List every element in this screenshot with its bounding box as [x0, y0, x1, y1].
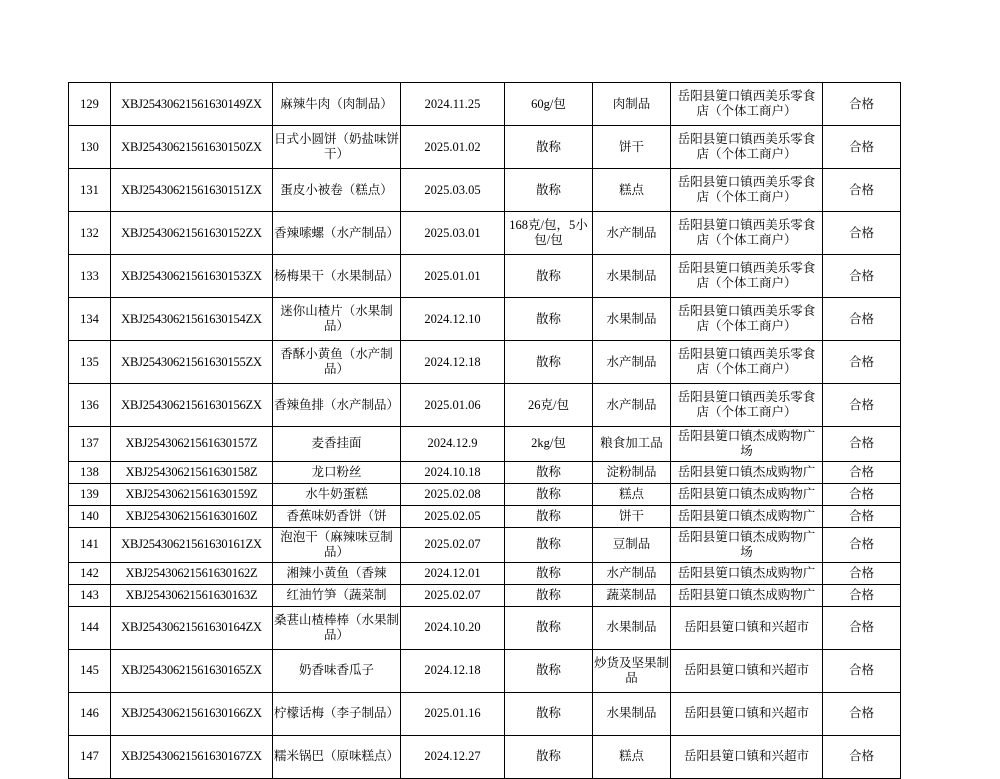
- cell-sample-code: XBJ25430621561630163Z: [111, 584, 273, 606]
- cell-production-date: 2024.12.10: [401, 298, 505, 341]
- cell-food-category: 粮食加工品: [593, 427, 671, 462]
- cell-sampled-unit: 岳阳县筻口镇和兴超市: [671, 692, 823, 735]
- table-row: [69, 692, 901, 735]
- cell-serial-number: 136: [69, 384, 111, 427]
- cell-specification: 散称: [505, 126, 593, 169]
- cell-food-category: 水产制品: [593, 384, 671, 427]
- cell-sampled-unit: 岳阳县筻口镇杰成购物广场: [671, 527, 823, 562]
- cell-sample-name: 杨梅果干（水果制品）: [273, 255, 401, 298]
- cell-specification: 26克/包: [505, 384, 593, 427]
- cell-food-category: 蔬菜制品: [593, 584, 671, 606]
- cell-sample-code: XBJ25430621561630151ZX: [111, 169, 273, 212]
- cell-specification: 散称: [505, 483, 593, 505]
- table-body: [69, 83, 901, 779]
- cell-food-category: 糕点: [593, 735, 671, 778]
- cell-sample-name: 湘辣小黄鱼（香辣: [273, 562, 401, 584]
- cell-production-date: 2025.02.08: [401, 483, 505, 505]
- cell-sample-code: XBJ25430621561630149ZX: [111, 83, 273, 126]
- cell-sample-code: XBJ25430621561630166ZX: [111, 692, 273, 735]
- cell-specification: 散称: [505, 562, 593, 584]
- cell-food-category: 淀粉制品: [593, 461, 671, 483]
- cell-serial-number: 134: [69, 298, 111, 341]
- cell-sample-name: 迷你山楂片（水果制品）: [273, 298, 401, 341]
- cell-inspection-result: 合格: [823, 483, 901, 505]
- cell-production-date: 2025.01.02: [401, 126, 505, 169]
- cell-food-category: 水果制品: [593, 298, 671, 341]
- cell-production-date: 2025.03.05: [401, 169, 505, 212]
- cell-serial-number: 139: [69, 483, 111, 505]
- cell-inspection-result: 合格: [823, 692, 901, 735]
- cell-sample-name: 龙口粉丝: [273, 461, 401, 483]
- cell-sample-name: 柠檬话梅（李子制品）: [273, 692, 401, 735]
- table-row: [69, 255, 901, 298]
- cell-serial-number: 132: [69, 212, 111, 255]
- cell-sample-code: XBJ25430621561630158Z: [111, 461, 273, 483]
- cell-food-category: 水产制品: [593, 212, 671, 255]
- cell-sampled-unit: 岳阳县筻口镇西美乐零食店（个体工商户）: [671, 384, 823, 427]
- cell-serial-number: 142: [69, 562, 111, 584]
- sample-inspection-table: [68, 82, 901, 779]
- cell-specification: 散称: [505, 169, 593, 212]
- table-row: [69, 483, 901, 505]
- table-row: [69, 527, 901, 562]
- cell-specification: 168克/包，5小包/包: [505, 212, 593, 255]
- table-row: [69, 584, 901, 606]
- table-row: [69, 649, 901, 692]
- cell-food-category: 水果制品: [593, 692, 671, 735]
- cell-sample-code: XBJ25430621561630152ZX: [111, 212, 273, 255]
- cell-inspection-result: 合格: [823, 83, 901, 126]
- cell-inspection-result: 合格: [823, 527, 901, 562]
- cell-sample-name: 糯米锅巴（原味糕点）: [273, 735, 401, 778]
- cell-sampled-unit: 岳阳县筻口镇西美乐零食店（个体工商户）: [671, 83, 823, 126]
- table-row: [69, 83, 901, 126]
- cell-sampled-unit: 岳阳县筻口镇西美乐零食店（个体工商户）: [671, 298, 823, 341]
- table-row: [69, 505, 901, 527]
- cell-sample-code: XBJ25430621561630153ZX: [111, 255, 273, 298]
- cell-inspection-result: 合格: [823, 606, 901, 649]
- cell-sample-code: XBJ25430621561630161ZX: [111, 527, 273, 562]
- cell-sample-code: XBJ25430621561630167ZX: [111, 735, 273, 778]
- cell-sampled-unit: 岳阳县筻口镇西美乐零食店（个体工商户）: [671, 212, 823, 255]
- cell-food-category: 水果制品: [593, 255, 671, 298]
- cell-serial-number: 130: [69, 126, 111, 169]
- cell-serial-number: 146: [69, 692, 111, 735]
- cell-inspection-result: 合格: [823, 649, 901, 692]
- cell-sample-name: 麦香挂面: [273, 427, 401, 462]
- cell-sample-name: 蛋皮小被卷（糕点）: [273, 169, 401, 212]
- cell-sample-name: 麻辣牛肉（肉制品）: [273, 83, 401, 126]
- table-row: [69, 212, 901, 255]
- cell-sampled-unit: 岳阳县筻口镇和兴超市: [671, 735, 823, 778]
- cell-sample-code: XBJ25430621561630156ZX: [111, 384, 273, 427]
- table-row: [69, 562, 901, 584]
- cell-sample-name: 香辣鱼排（水产制品）: [273, 384, 401, 427]
- cell-production-date: 2025.02.05: [401, 505, 505, 527]
- cell-sample-name: 桑葚山楂棒棒（水果制品）: [273, 606, 401, 649]
- cell-sampled-unit: 岳阳县筻口镇杰成购物广: [671, 483, 823, 505]
- cell-sampled-unit: 岳阳县筻口镇杰成购物广: [671, 562, 823, 584]
- cell-sampled-unit: 岳阳县筻口镇杰成购物广: [671, 461, 823, 483]
- cell-production-date: 2024.10.20: [401, 606, 505, 649]
- cell-food-category: 炒货及坚果制品: [593, 649, 671, 692]
- cell-sample-name: 红油竹笋（蔬菜制: [273, 584, 401, 606]
- cell-specification: 散称: [505, 505, 593, 527]
- cell-food-category: 肉制品: [593, 83, 671, 126]
- cell-food-category: 水产制品: [593, 341, 671, 384]
- table-row: [69, 461, 901, 483]
- cell-production-date: 2025.01.06: [401, 384, 505, 427]
- cell-specification: 散称: [505, 735, 593, 778]
- cell-specification: 散称: [505, 255, 593, 298]
- table-row: [69, 126, 901, 169]
- cell-inspection-result: 合格: [823, 126, 901, 169]
- cell-food-category: 饼干: [593, 505, 671, 527]
- table-row: [69, 384, 901, 427]
- cell-sampled-unit: 岳阳县筻口镇和兴超市: [671, 649, 823, 692]
- cell-production-date: 2024.12.01: [401, 562, 505, 584]
- cell-sampled-unit: 岳阳县筻口镇西美乐零食店（个体工商户）: [671, 255, 823, 298]
- cell-sampled-unit: 岳阳县筻口镇西美乐零食店（个体工商户）: [671, 341, 823, 384]
- cell-production-date: 2025.03.01: [401, 212, 505, 255]
- cell-sample-code: XBJ25430621561630157Z: [111, 427, 273, 462]
- cell-sample-code: XBJ25430621561630160Z: [111, 505, 273, 527]
- cell-specification: 散称: [505, 692, 593, 735]
- cell-sample-code: XBJ25430621561630154ZX: [111, 298, 273, 341]
- cell-food-category: 糕点: [593, 169, 671, 212]
- cell-specification: 散称: [505, 298, 593, 341]
- cell-sample-code: XBJ25430621561630150ZX: [111, 126, 273, 169]
- cell-serial-number: 140: [69, 505, 111, 527]
- cell-inspection-result: 合格: [823, 584, 901, 606]
- cell-sample-code: XBJ25430621561630164ZX: [111, 606, 273, 649]
- cell-sample-code: XBJ25430621561630162Z: [111, 562, 273, 584]
- table-row: [69, 735, 901, 778]
- cell-inspection-result: 合格: [823, 298, 901, 341]
- cell-serial-number: 147: [69, 735, 111, 778]
- cell-sampled-unit: 岳阳县筻口镇和兴超市: [671, 606, 823, 649]
- cell-sample-name: 香蕉味奶香饼（饼: [273, 505, 401, 527]
- cell-food-category: 豆制品: [593, 527, 671, 562]
- cell-production-date: 2025.02.07: [401, 584, 505, 606]
- cell-production-date: 2025.01.01: [401, 255, 505, 298]
- cell-production-date: 2024.12.18: [401, 341, 505, 384]
- cell-sample-code: XBJ25430621561630165ZX: [111, 649, 273, 692]
- cell-inspection-result: 合格: [823, 427, 901, 462]
- cell-serial-number: 137: [69, 427, 111, 462]
- cell-sample-name: 香酥小黄鱼（水产制品）: [273, 341, 401, 384]
- cell-production-date: 2025.01.16: [401, 692, 505, 735]
- cell-sampled-unit: 岳阳县筻口镇杰成购物广: [671, 505, 823, 527]
- cell-inspection-result: 合格: [823, 212, 901, 255]
- cell-serial-number: 141: [69, 527, 111, 562]
- cell-specification: 60g/包: [505, 83, 593, 126]
- cell-sample-name: 泡泡干（麻辣味豆制品）: [273, 527, 401, 562]
- cell-sampled-unit: 岳阳县筻口镇杰成购物广: [671, 584, 823, 606]
- cell-specification: 散称: [505, 461, 593, 483]
- cell-sampled-unit: 岳阳县筻口镇西美乐零食店（个体工商户）: [671, 169, 823, 212]
- cell-food-category: 水产制品: [593, 562, 671, 584]
- cell-inspection-result: 合格: [823, 255, 901, 298]
- cell-inspection-result: 合格: [823, 169, 901, 212]
- cell-specification: 2kg/包: [505, 427, 593, 462]
- cell-production-date: 2024.12.9: [401, 427, 505, 462]
- cell-production-date: 2024.11.25: [401, 83, 505, 126]
- cell-serial-number: 133: [69, 255, 111, 298]
- cell-specification: 散称: [505, 584, 593, 606]
- cell-sampled-unit: 岳阳县筻口镇杰成购物广场: [671, 427, 823, 462]
- cell-serial-number: 138: [69, 461, 111, 483]
- cell-inspection-result: 合格: [823, 384, 901, 427]
- cell-inspection-result: 合格: [823, 562, 901, 584]
- cell-production-date: 2024.10.18: [401, 461, 505, 483]
- table-row: [69, 298, 901, 341]
- sample-inspection-table-wrapper: [68, 82, 900, 779]
- cell-production-date: 2024.12.27: [401, 735, 505, 778]
- table-row: [69, 427, 901, 462]
- cell-sample-name: 香辣嗦螺（水产制品）: [273, 212, 401, 255]
- cell-specification: 散称: [505, 341, 593, 384]
- cell-serial-number: 145: [69, 649, 111, 692]
- cell-serial-number: 131: [69, 169, 111, 212]
- cell-sample-name: 水牛奶蛋糕: [273, 483, 401, 505]
- cell-sample-code: XBJ25430621561630159Z: [111, 483, 273, 505]
- cell-inspection-result: 合格: [823, 735, 901, 778]
- cell-sampled-unit: 岳阳县筻口镇西美乐零食店（个体工商户）: [671, 126, 823, 169]
- cell-food-category: 水果制品: [593, 606, 671, 649]
- cell-serial-number: 144: [69, 606, 111, 649]
- table-row: [69, 341, 901, 384]
- cell-production-date: 2024.12.18: [401, 649, 505, 692]
- cell-inspection-result: 合格: [823, 505, 901, 527]
- cell-food-category: 饼干: [593, 126, 671, 169]
- cell-sample-name: 奶香味香瓜子: [273, 649, 401, 692]
- table-row: [69, 169, 901, 212]
- cell-production-date: 2025.02.07: [401, 527, 505, 562]
- cell-sample-code: XBJ25430621561630155ZX: [111, 341, 273, 384]
- cell-inspection-result: 合格: [823, 341, 901, 384]
- cell-serial-number: 135: [69, 341, 111, 384]
- cell-food-category: 糕点: [593, 483, 671, 505]
- table-row: [69, 606, 901, 649]
- cell-specification: 散称: [505, 606, 593, 649]
- cell-specification: 散称: [505, 527, 593, 562]
- cell-sample-name: 日式小圆饼（奶盐味饼干）: [273, 126, 401, 169]
- cell-serial-number: 129: [69, 83, 111, 126]
- cell-inspection-result: 合格: [823, 461, 901, 483]
- cell-specification: 散称: [505, 649, 593, 692]
- cell-serial-number: 143: [69, 584, 111, 606]
